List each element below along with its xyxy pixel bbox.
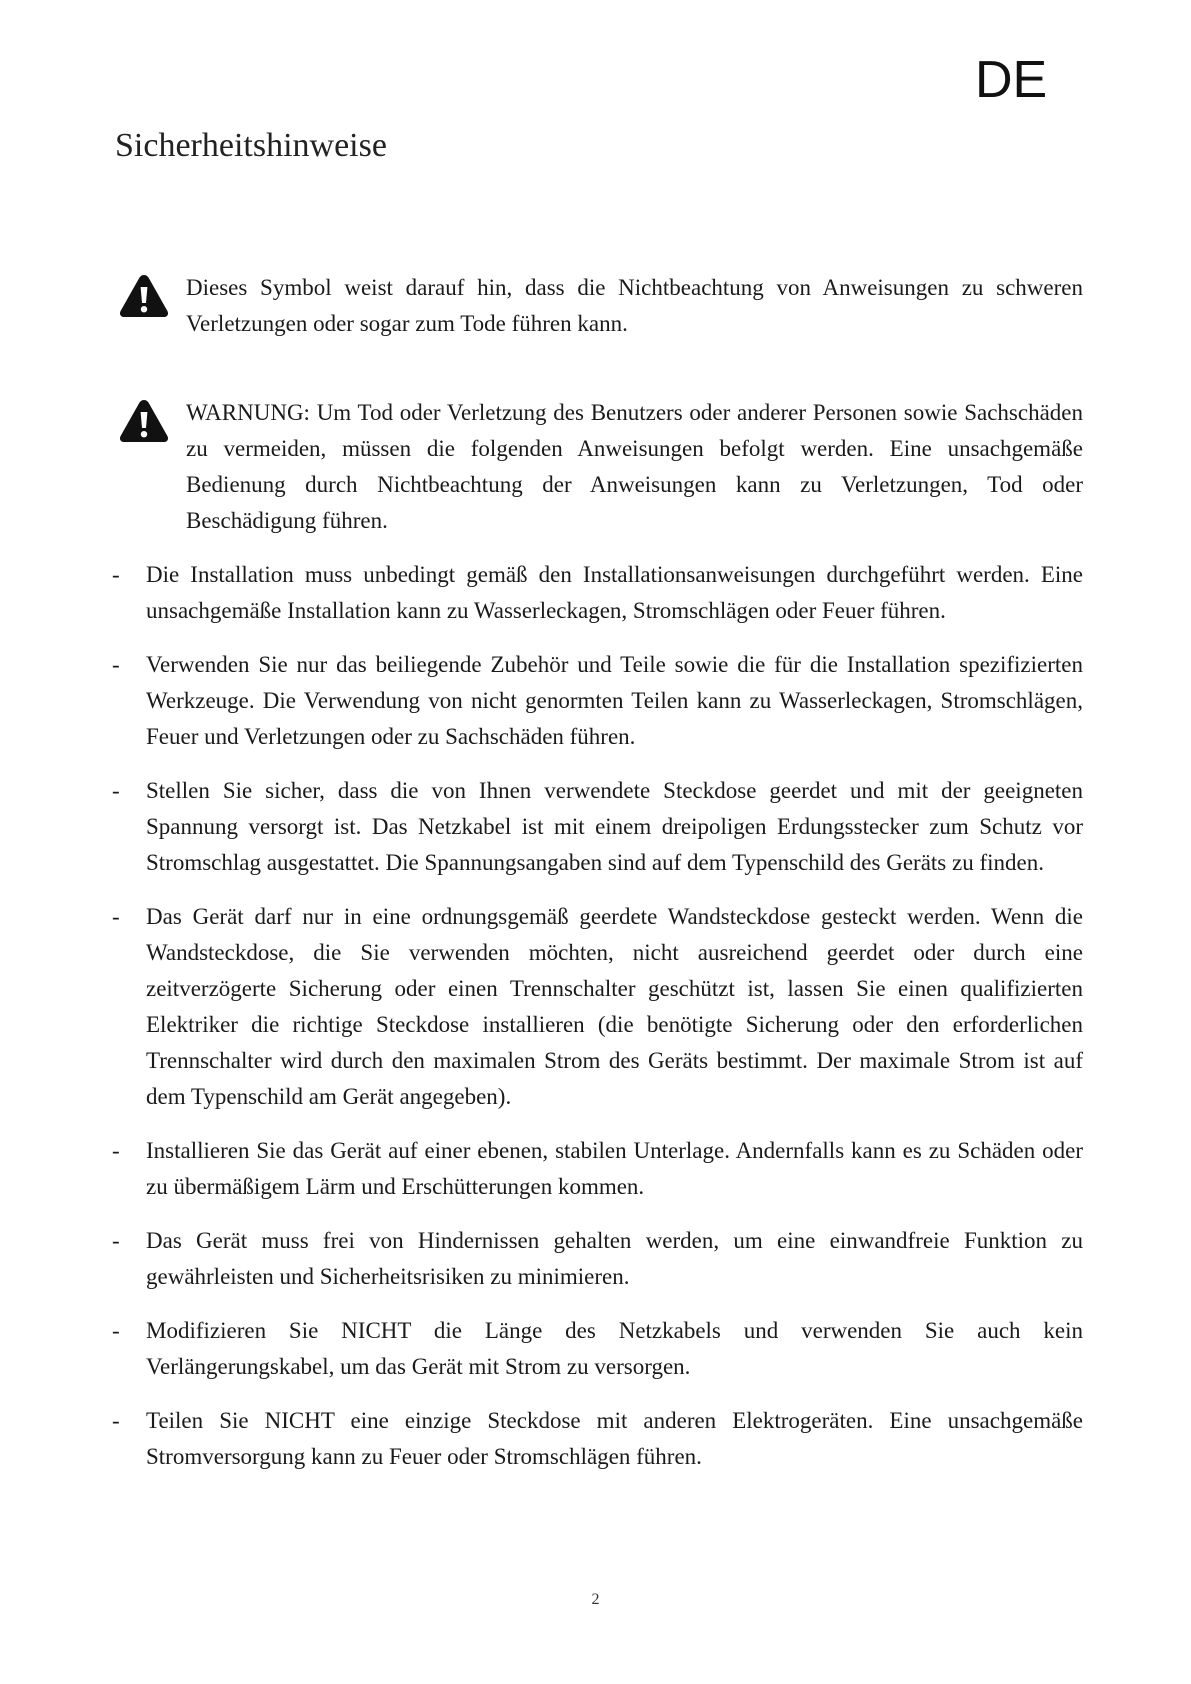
list-item-text: Stellen Sie sicher, dass die von Ihnen verwendete Steckdose geerdet und mit der geeigneten Spannung versorgt ist. Das Netzkabel ist mit einem dreipoligen Erdungsstecker zum Schutz vor Stromschlag ausgestattet. Die Spannungsangaben sind auf dem Typenschild des Geräts zu finden. [146,778,1083,875]
language-tag: DE [975,51,1048,109]
list-item-text: Das Gerät darf nur in eine ordnungsgemäß geerdete Wandsteckdose gesteckt werden. Wenn die Wandsteckdose, die Sie verwenden möchten, nicht ausreichend geerdet oder durch eine zeitverzögerte Sicherung oder einen Trennschalter geschützt ist, lassen Sie einen qualifizierten Elektriker die richtige Steckdose installieren (die benötigte Sicherung oder den erforderlichen Trennschalter wird durch den maximalen Strom des Geräts bestimmt. Der maximale Strom ist auf dem Typenschild am Gerät angegeben). [146,904,1083,1109]
safety-instructions-list [112,557,1083,1493]
list-item [112,1313,1083,1385]
list-item-text: Das Gerät muss frei von Hindernissen gehalten werden, um eine einwandfreie Funktion zu gewährleisten und Sicherheitsrisiken zu minimieren. [146,1228,1083,1289]
warning-note [118,395,1083,539]
list-item [112,1403,1083,1475]
list-item-text: Teilen Sie NICHT eine einzige Steckdose mit anderen Elektrogeräten. Eine unsachgemäße Stromversorgung kann zu Feuer oder Stromschlägen führen. [146,1408,1083,1469]
bullet-marker: - [112,1228,120,1253]
warning-text: Dieses Symbol weist darauf hin, dass die Nichtbeachtung von Anweisungen zu schweren Verletzungen oder sogar zum Tode führen kann. [186,275,1083,336]
list-item [112,773,1083,881]
bullet-marker: - [112,1408,120,1433]
bullet-marker: - [112,778,120,803]
list-item [112,1223,1083,1295]
bullet-marker: - [112,904,120,929]
warning-text: WARNUNG: Um Tod oder Verletzung des Benutzers oder anderer Personen sowie Sachschäden zu vermeiden, müssen die folgenden Anweisungen befolgt werden. Eine unsachgemäße Bedienung durch Nichtbeachtung der Anweisungen kann zu Verletzungen, Tod oder Beschädigung führen. [186,400,1083,533]
warning-note [118,270,1083,342]
list-item-text: Modifizieren Sie NICHT die Länge des Netzkabels und verwenden Sie auch kein Verlängerungskabel, um das Gerät mit Strom zu versorgen. [146,1318,1083,1379]
page-number: 2 [591,1591,600,1608]
bullet-marker: - [112,1318,120,1343]
warning-triangle-icon [118,273,170,319]
warning-triangle-icon [118,398,170,444]
list-item [112,899,1083,1115]
list-item-text: Installieren Sie das Gerät auf einer ebenen, stabilen Unterlage. Andernfalls kann es zu Schäden oder zu übermäßigem Lärm und Erschütterungen kommen. [146,1138,1083,1199]
list-item-text: Die Installation muss unbedingt gemäß den Installationsanweisungen durchgeführt werden. Eine unsachgemäße Installation kann zu Wasserleckagen, Stromschlägen oder Feuer führen. [146,562,1083,623]
bullet-marker: - [112,562,120,587]
bullet-marker: - [112,652,120,677]
list-item [112,647,1083,755]
page-title: Sicherheitshinweise [115,127,387,164]
list-item-text: Verwenden Sie nur das beiliegende Zubehör und Teile sowie die für die Installation spezifizierten Werkzeuge. Die Verwendung von nicht genormten Teilen kann zu Wasserleckagen, Stromschlägen, Feuer und Verletzungen oder zu Sachschäden führen. [146,652,1083,749]
list-item [112,1133,1083,1205]
list-item [112,557,1083,629]
bullet-marker: - [112,1138,120,1163]
